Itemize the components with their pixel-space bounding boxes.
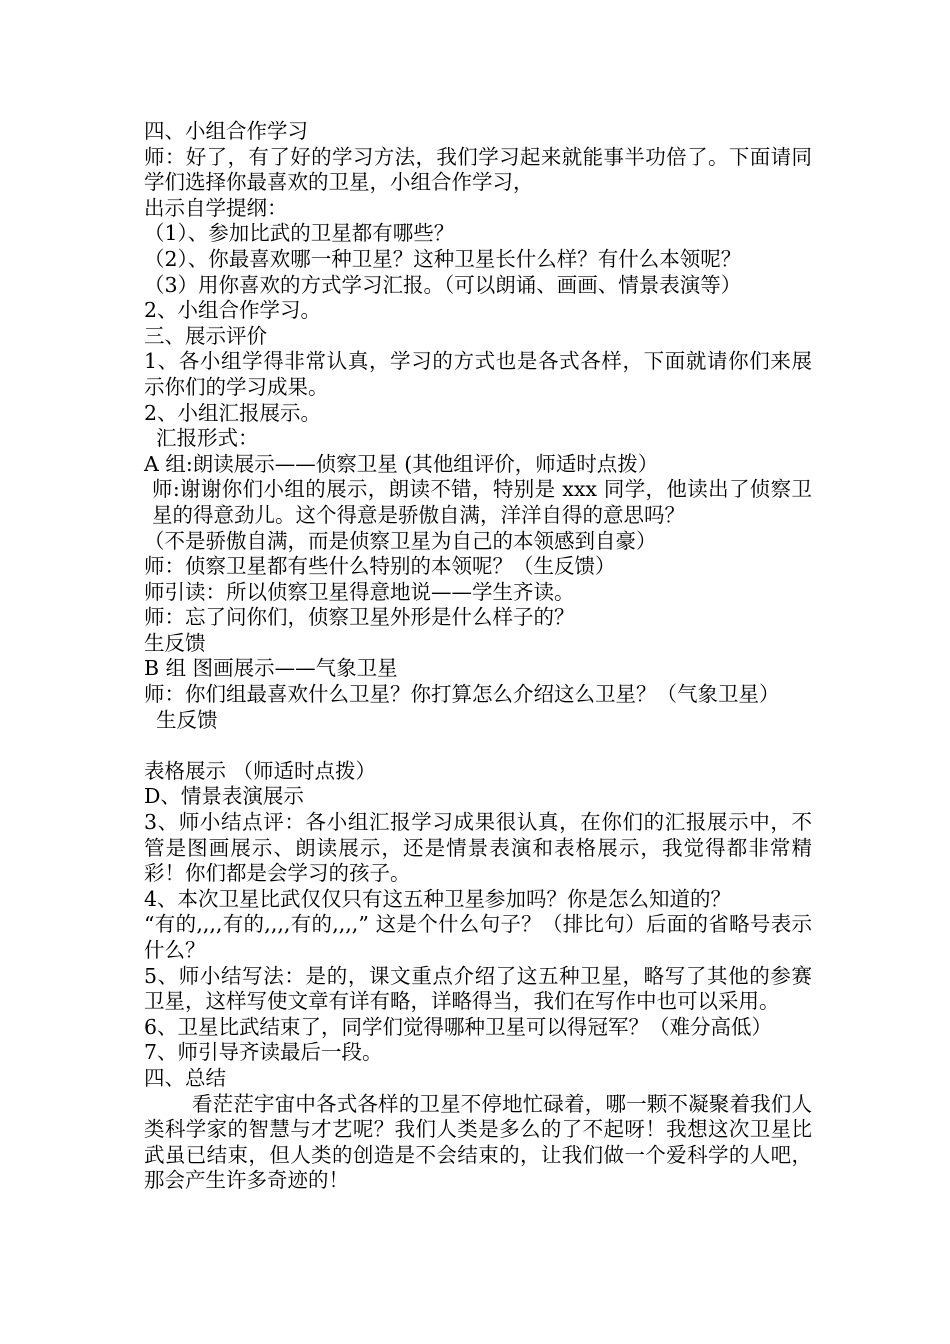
text-line: 师：忘了问你们，侦察卫星外形是什么样子的？: [144, 605, 575, 630]
text-line: 6、卫星比武结束了，同学们觉得哪种卫星可以得冠军？（难分高低）: [144, 1014, 773, 1039]
section-heading: 四、小组合作学习: [144, 119, 308, 143]
text-line: 汇报形式：: [156, 426, 259, 451]
paragraph: 看茫茫宇宙中各式各样的卫星不停地忙碌着，哪一颗不凝聚着我们人类科学家的智慧与才艺呢？我们人类是多么的了不起呀！我想这次卫星比武虽已结束，但人类的创造是不会结束的，让我们做一个爱科学的人吧，那会产生许多奇迹的！: [144, 1091, 812, 1193]
paragraph: “有的,,,,有的,,,,有的,,,,” 这是个什么句子？（排比句）后面的省略号表示什么？: [144, 912, 812, 962]
blank-line: [144, 733, 812, 759]
text-line: （不是骄傲自满，而是侦察卫星为自己的本领感到自豪）: [144, 528, 657, 553]
text-line: D、情景表演展示: [144, 784, 304, 809]
paragraph: 1、各小组学得非常认真，学习的方式也是各式各样，下面就请你们来展示你们的学习成果。: [144, 349, 812, 399]
text-line: B 组 图画展示——气象卫星: [144, 656, 398, 681]
list-item: （2）、你最喜欢哪一种卫星？这种卫星长什么样？有什么本领呢？: [144, 246, 742, 271]
text-line: 师引读：所以侦察卫星得意地说——学生齐读。: [144, 579, 575, 604]
text-line: 师：侦察卫星都有些什么特别的本领呢？（生反馈）: [144, 554, 616, 579]
paragraph: 3、师小结点评：各小组汇报学习成果很认真，在你们的汇报展示中，不管是图画展示、朗读展示，还是情景表演和表格展示，我觉得都非常精彩！你们都是会学习的孩子。: [144, 810, 812, 886]
section-heading: 三、展示评价: [144, 323, 267, 348]
paragraph: 5、师小结写法：是的，课文重点介绍了这五种卫星，略写了其他的参赛卫星，这样写使文章有详有略，详略得当，我们在写作中也可以采用。: [144, 963, 812, 1014]
text-line: 4、本次卫星比武仅仅只有这五种卫星参加吗？你是怎么知道的？: [144, 886, 732, 911]
list-item: （1）、参加比武的卫星都有哪些？: [144, 221, 455, 246]
text-line: A 组:朗读展示——侦察卫星 (其他组评价，师适时点拨）: [144, 451, 659, 476]
paragraph: 师：好了，有了好的学习方法，我们学习起来就能事半功倍了。下面请同学们选择你最喜欢的卫星，小组合作学习，: [144, 144, 812, 195]
list-item: （3）用你喜欢的方式学习汇报。（可以朗诵、画画、情景表演等）: [144, 272, 742, 297]
text-line: 生反馈: [144, 630, 206, 655]
text-line: 表格展示 （师适时点拨）: [144, 758, 377, 783]
text-line: 出示自学提纲：: [144, 195, 288, 220]
text-line: 7、师引导齐读最后一段。: [144, 1040, 383, 1065]
text-line: 2、小组汇报展示。: [144, 400, 322, 425]
text-line: 2、小组合作学习。: [144, 298, 322, 323]
paragraph: 师:谢谢你们小组的展示，朗读不错，特别是 xxx 同学，他读出了侦察卫星的得意劲儿。这个得意是骄傲自满，洋洋自得的意思吗？: [152, 477, 812, 527]
paragraph: 师：你们组最喜欢什么卫星？你打算怎么介绍这么卫星？（气象卫星）: [144, 682, 780, 707]
text-line: 生反馈: [156, 707, 218, 732]
document-body: [144, 119, 812, 1194]
section-heading: 四、总结: [144, 1065, 226, 1090]
